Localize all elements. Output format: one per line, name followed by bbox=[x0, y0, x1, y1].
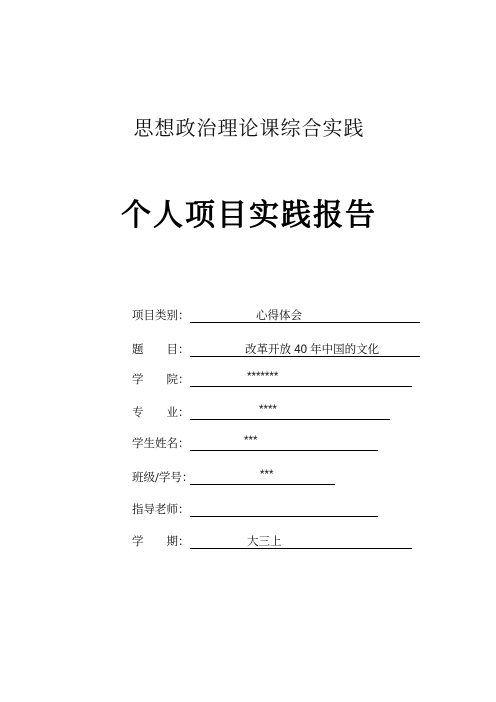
field-label: 题 目： bbox=[132, 342, 190, 356]
field-value: *** bbox=[260, 469, 274, 481]
underline bbox=[190, 369, 412, 387]
field-label: 指导老师： bbox=[132, 502, 190, 516]
field-label: 学 院： bbox=[132, 372, 190, 386]
field-label: 学 期： bbox=[132, 534, 190, 548]
underline bbox=[190, 499, 378, 517]
field-label: 项目类别： bbox=[132, 308, 190, 322]
underline bbox=[190, 402, 390, 420]
course-title: 思想政治理论课综合实践 bbox=[133, 116, 365, 140]
report-title: 个人项目实践报告 bbox=[121, 198, 377, 233]
field-value: 大三上 bbox=[247, 536, 282, 548]
underline bbox=[190, 531, 412, 549]
field-value: 心得体会 bbox=[256, 310, 302, 322]
underline bbox=[190, 433, 378, 451]
field-value: ******* bbox=[247, 371, 279, 383]
field-label: 学生姓名： bbox=[132, 436, 190, 450]
underline bbox=[190, 305, 420, 323]
field-value: *** bbox=[244, 435, 258, 447]
field-label: 班级/学号： bbox=[132, 470, 194, 484]
field-value: 改革开放 40 年中国的文化 bbox=[245, 344, 380, 356]
field-value: **** bbox=[259, 404, 277, 416]
field-label: 专 业： bbox=[132, 405, 190, 419]
